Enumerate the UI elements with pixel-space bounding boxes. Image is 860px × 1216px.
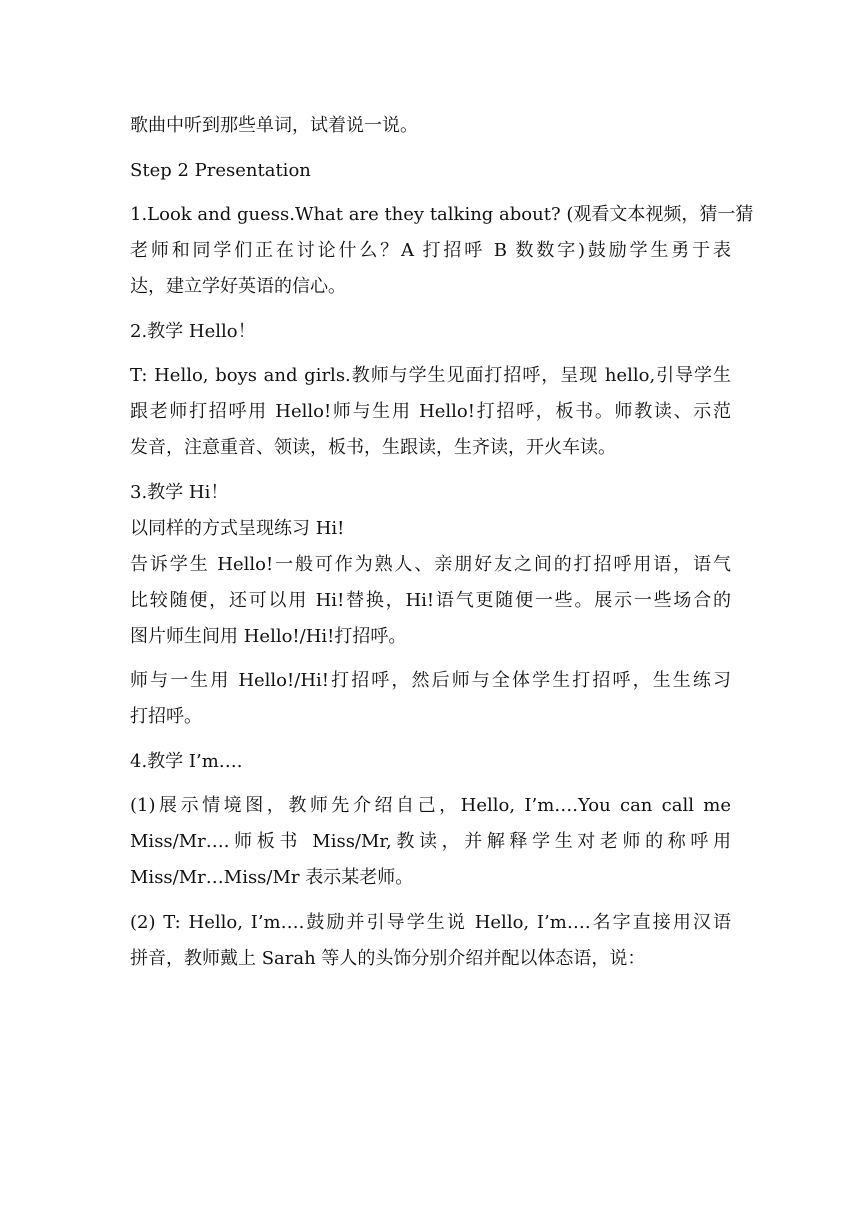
section-heading: 2.教学 Hello！	[130, 320, 256, 342]
paragraph-line: 发音，注意重音、领读，板书，生跟读，生齐读，开火车读。	[130, 437, 616, 458]
paragraph-line: 比较随便，还可以用 Hi!替换，Hi!语气更随便一些。展示一些场合的	[130, 589, 731, 611]
paragraph-line: 拼音，教师戴上 Sarah 等人的头饰分别介绍并配以体态语，说：	[130, 947, 646, 969]
section-heading: 3.教学 Hi！	[130, 481, 229, 503]
paragraph-line: (2) T: Hello, I’m….鼓励并引导学生说 Hello, I’m….名字直接用汉语	[130, 911, 731, 933]
paragraph-line: 1.Look and guess.What are they talking about? (观看文本视频，猜一猜	[130, 204, 754, 225]
paragraph-line: 老师和同学们正在讨论什么？A 打招呼 B 数数字)鼓励学生勇于表	[130, 240, 731, 261]
paragraph-line: 告诉学生 Hello!一般可作为熟人、亲朋好友之间的打招呼用语，语气	[130, 553, 731, 575]
paragraph-line: Miss/Mr…Miss/Mr 表示某老师。	[130, 867, 414, 888]
section-heading: 4.教学 I’m….	[130, 750, 243, 772]
document-body	[130, 112, 754, 972]
paragraph-line: 打招呼。	[130, 706, 202, 727]
paragraph-line: 图片师生间用 Hello!/Hi!打招呼。	[130, 625, 407, 647]
paragraph-line: T: Hello, boys and girls.教师与学生见面打招呼，呈现 hello,引导学生	[130, 365, 731, 386]
paragraph-line: (1)展示情境图，教师先介绍自己，Hello, I’m….You can call me	[130, 795, 731, 816]
paragraph-line: 歌曲中听到那些单词，试着说一说。	[130, 115, 418, 136]
paragraph-line: Miss/Mr….师板书 Miss/Mr,教读，并解释学生对老师的称呼用	[130, 831, 731, 852]
paragraph-line: 达，建立学好英语的信心。	[130, 276, 346, 297]
paragraph-line: 跟老师打招呼用 Hello!师与生用 Hello!打招呼，板书。师教读、示范	[130, 401, 731, 422]
paragraph-line: 以同样的方式呈现练习 Hi!	[130, 517, 345, 539]
section-heading: Step 2 Presentation	[130, 159, 311, 181]
paragraph-line: 师与一生用 Hello!/Hi!打招呼，然后师与全体学生打招呼，生生练习	[130, 670, 731, 691]
